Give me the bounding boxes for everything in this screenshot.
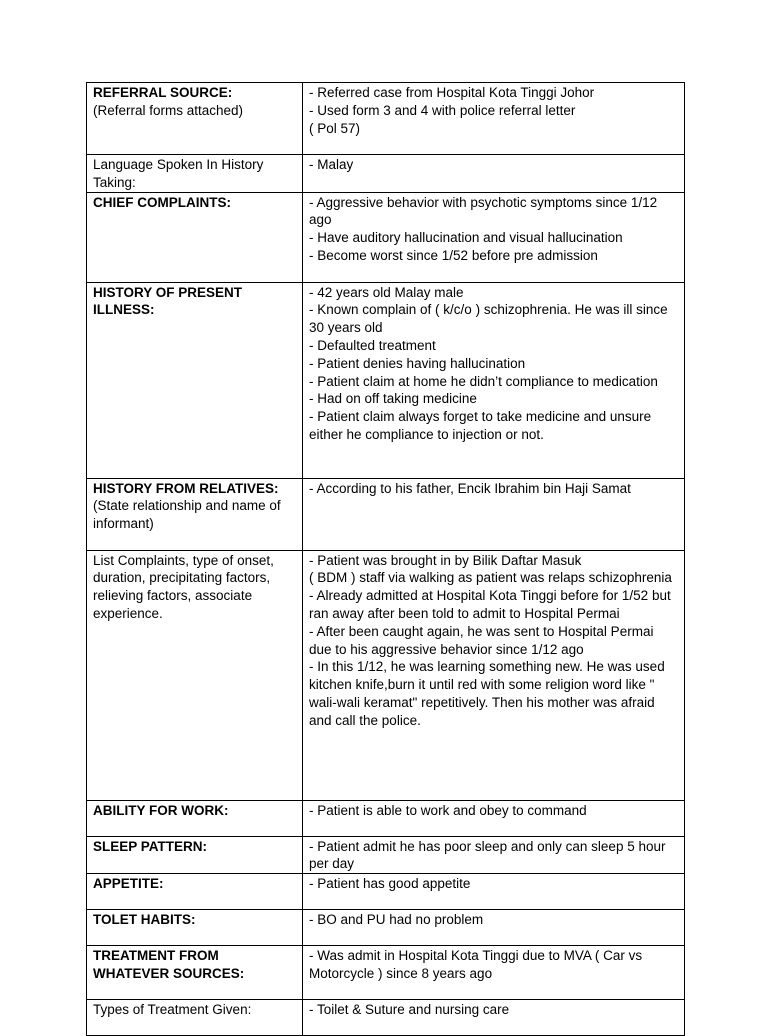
value-line: - Already admitted at Hospital Kota Tinggi before for 1/52 but ran away after been told to admit to Hospital Permai: [309, 588, 671, 621]
row-label-cell: [87, 946, 303, 1000]
row-label-note: (State relationship and name of informant): [93, 498, 281, 532]
value-line: - Patient was brought in by Bilik Daftar Masuk: [309, 552, 582, 568]
table-row-history-relatives: [87, 478, 685, 550]
value-line: - Toilet & Suture and nursing care: [309, 1002, 510, 1018]
row-value-cell: [303, 478, 685, 550]
value-line: - Aggressive behavior with psychotic symptoms since 1/12 ago: [309, 194, 658, 228]
value-line: - Patient has good appetite: [309, 876, 471, 892]
row-value-cell: [303, 282, 685, 478]
row-label-cell: [87, 910, 303, 946]
value-line: - 42 years old Malay male: [309, 284, 464, 300]
table-row-treatment-types: [87, 1000, 685, 1036]
value-line: - Patient claim at home he didn’t compliance to medication: [309, 373, 658, 389]
value-line: - Defaulted treatment: [309, 337, 436, 353]
row-label-cell: [87, 83, 303, 155]
value-line: - Had on off taking medicine: [309, 391, 477, 407]
value-line: - Referred case from Hospital Kota Tinggi Johor: [309, 85, 595, 100]
row-value-cell: [303, 800, 685, 836]
row-value-cell: [303, 910, 685, 946]
table-row-referral-source: [87, 83, 685, 155]
value-line: - BO and PU had no problem: [309, 912, 484, 928]
row-label-heading: REFERRAL SOURCE:: [93, 85, 233, 100]
row-value-cell: [303, 836, 685, 874]
row-label-text: List Complaints, type of onset, duration, precipitating factors, relieving factors, associate experience.: [93, 552, 274, 621]
row-label-cell: [87, 192, 303, 282]
table-row-list-complaints: [87, 550, 685, 800]
row-value-cell: [303, 83, 685, 155]
row-label-heading: APPETITE:: [93, 876, 164, 892]
row-label-heading: TOLET HABITS:: [93, 912, 196, 928]
value-line: - After been caught again, he was sent to Hospital Permai due to his aggressive behavior since 1/12 ago: [309, 623, 654, 657]
row-label-note: (Referral forms attached): [93, 102, 244, 118]
row-label-heading: CHIEF COMPLAINTS:: [93, 194, 231, 210]
row-label-text: Language Spoken In History Taking:: [93, 157, 264, 190]
row-label-cell: [87, 478, 303, 550]
value-line: - Patient admit he has poor sleep and only can sleep 5 hour per day: [309, 838, 666, 872]
row-label-heading: ABILITY FOR WORK:: [93, 802, 229, 818]
row-label-text: Types of Treatment Given:: [93, 1002, 252, 1018]
patient-history-table: [86, 82, 685, 1036]
row-label-heading: HISTORY FROM RELATIVES:: [93, 480, 279, 496]
table-row-treatment-sources: [87, 946, 685, 1000]
row-value-cell: [303, 1000, 685, 1036]
table-row-sleep-pattern: [87, 836, 685, 874]
row-value-cell: [303, 155, 685, 193]
row-label-cell: [87, 282, 303, 478]
value-line: - Become worst since 1/52 before pre admission: [309, 247, 598, 263]
table-row-toilet-habits: [87, 910, 685, 946]
row-label-heading: SLEEP PATTERN:: [93, 838, 208, 854]
row-label-cell: [87, 836, 303, 874]
row-value-cell: [303, 874, 685, 910]
value-line: - Known complain of ( k/c/o ) schizophrenia. He was ill since 30 years old: [309, 302, 668, 336]
table-row-ability-work: [87, 800, 685, 836]
table-row-language: [87, 155, 685, 193]
value-line: - Have auditory hallucination and visual hallucination: [309, 230, 623, 246]
row-label-cell: [87, 1000, 303, 1036]
table-row-appetite: [87, 874, 685, 910]
value-line: - Patient claim always forget to take medicine and unsure either he compliance to injection or not.: [309, 409, 652, 442]
value-line: - Malay: [309, 157, 354, 172]
row-label-cell: [87, 155, 303, 193]
row-label-cell: [87, 550, 303, 800]
value-line: ( Pol 57): [309, 120, 361, 136]
table-row-present-illness: [87, 282, 685, 478]
row-label-cell: [87, 800, 303, 836]
value-line: - According to his father, Encik Ibrahim bin Haji Samat: [309, 480, 631, 496]
row-label-cell: [87, 874, 303, 910]
table-row-chief-complaints: [87, 192, 685, 282]
row-label-heading: HISTORY OF PRESENT ILLNESS:: [93, 284, 243, 318]
value-line: - Was admit in Hospital Kota Tinggi due to MVA ( Car vs Motorcycle ) since 8 years ago: [309, 948, 643, 981]
row-value-cell: [303, 550, 685, 800]
value-line: - Patient denies having hallucination: [309, 355, 526, 371]
value-line: ( BDM ) staff via walking as patient was relaps schizophrenia: [309, 570, 672, 586]
value-line: - In this 1/12, he was learning something new. He was used kitchen knife,burn it until red with some religion word like " wali-wali keramat" repetitively. Then his mother was afraid and call the police.: [309, 659, 665, 728]
row-value-cell: [303, 192, 685, 282]
row-value-cell: [303, 946, 685, 1000]
value-line: - Used form 3 and 4 with police referral letter: [309, 102, 576, 118]
value-line: - Patient is able to work and obey to command: [309, 802, 587, 818]
row-label-heading: TREATMENT FROM WHATEVER SOURCES:: [93, 948, 245, 981]
